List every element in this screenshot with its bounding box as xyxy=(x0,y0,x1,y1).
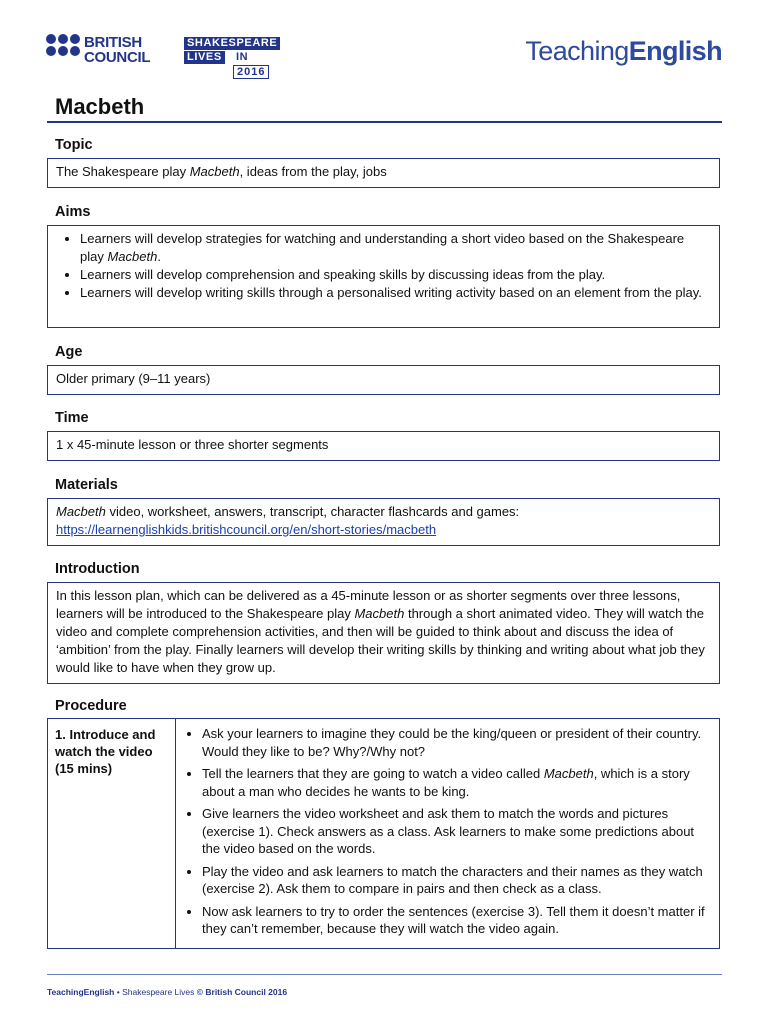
procedure-bullet: • Play the video and ask learners to match the characters and their names as they watch (exercise 2). Ask them to compare in pairs and then check as a class. xyxy=(202,863,711,898)
procedure-bullet: • Now ask learners to try to order the sentences (exercise 3). Tell them it doesn’t matter if they can’t remember, because they will watch the video again. xyxy=(202,903,711,938)
aims-item: • Learners will develop strategies for watching and understanding a short video based on the Shakespeare play Macbeth. xyxy=(80,230,711,266)
shakespeare-lives-in: IN xyxy=(236,51,249,63)
aims-item: • Learners will develop comprehension and speaking skills by discussing ideas from the play. xyxy=(80,266,711,284)
teaching-english-logo: TeachingEnglish xyxy=(525,36,722,66)
age-heading: Age xyxy=(55,344,83,360)
shakespeare-lives-year: 2016 xyxy=(233,65,269,79)
materials-link[interactable]: https://learnenglishkids.britishcouncil.org/en/short-stories/macbeth xyxy=(56,522,437,537)
footer-divider xyxy=(47,974,722,975)
shakespeare-lives-line1: SHAKESPEARE xyxy=(184,37,280,50)
procedure-steps xyxy=(176,719,719,943)
procedure-bullet: • Ask your learners to imagine they could be the king/queen or president of their country. Would they like to be? Why?/Why not? xyxy=(202,725,711,760)
age-box: Older primary (9–11 years) xyxy=(47,365,720,395)
time-box: 1 x 45-minute lesson or three shorter segments xyxy=(47,431,720,461)
british-council-dots-icon xyxy=(46,34,80,68)
title-divider xyxy=(47,121,722,123)
procedure-step-label: 1. Introduce and watch the video (15 mins) xyxy=(48,719,176,948)
introduction-heading: Introduction xyxy=(55,561,140,577)
aims-item: • Learners will develop writing skills through a personalised writing activity based on an element from the play. xyxy=(80,284,711,302)
procedure-heading: Procedure xyxy=(55,698,127,714)
shakespeare-lives-line2: LIVES xyxy=(184,51,225,64)
topic-box: The Shakespeare play Macbeth, ideas from the play, jobs xyxy=(47,158,720,188)
aims-box xyxy=(47,225,720,328)
topic-heading: Topic xyxy=(55,137,93,153)
shakespeare-lives-logo xyxy=(184,37,306,81)
introduction-box: In this lesson plan, which can be delivered as a 45-minute lesson or as shorter segments over three lessons, learners will be introduced to the Shakespeare play Macbeth through a short animated video. They will watch the video and complete comprehension activities, and then will be guided to think about and discuss the idea of ‘ambition’ from the play. Finally learners will develop their writing skills by thinking and writing about what job they would like to have when they grow up. xyxy=(47,582,720,684)
british-council-logo xyxy=(46,34,166,70)
procedure-table xyxy=(47,718,720,949)
page-title: Macbeth xyxy=(55,94,145,119)
procedure-bullet: • Tell the learners that they are going to watch a video called Macbeth, which is a story about a man who decides he wants to be king. xyxy=(202,765,711,800)
materials-heading: Materials xyxy=(55,477,118,493)
british-council-wordmark: BRITISH COUNCIL xyxy=(84,34,151,66)
materials-box: Macbeth video, worksheet, answers, transcript, character flashcards and games: https://learnenglishkids.britishcouncil.org/en/short-stories/macbeth xyxy=(47,498,720,546)
aims-heading: Aims xyxy=(55,204,91,220)
procedure-bullet: • Give learners the video worksheet and ask them to match the words and pictures (exercise 1). Check answers as a class. Ask learners to make some predictions about the video based on the words. xyxy=(202,805,711,858)
time-heading: Time xyxy=(55,410,89,426)
page-footer: TeachingEnglish • Shakespeare Lives © British Council 2016 xyxy=(47,987,288,997)
